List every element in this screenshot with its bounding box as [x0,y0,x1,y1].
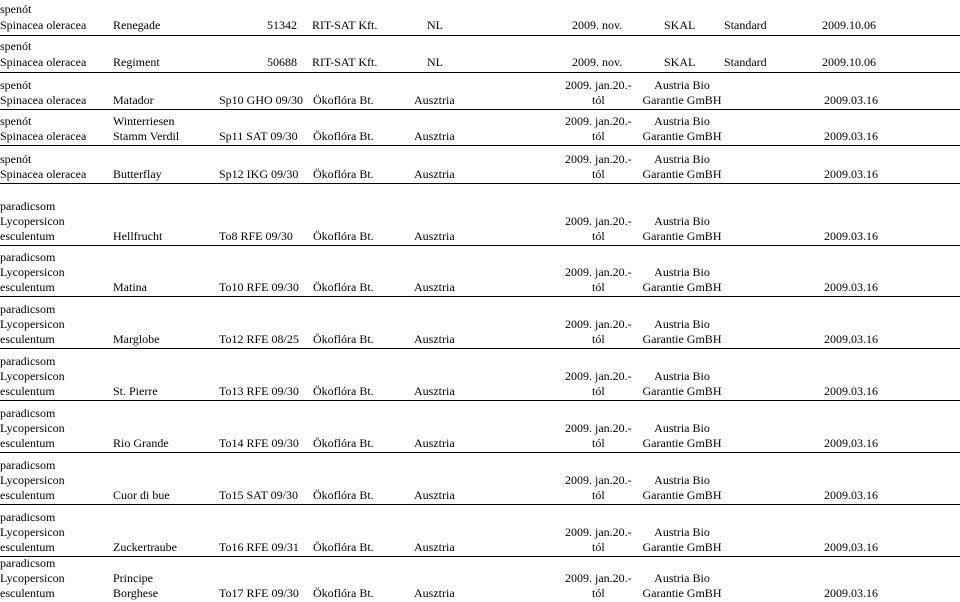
plant-latin-name: Spinacea oleracea [0,167,87,181]
variety: Marglobe [113,332,160,346]
date: tól [592,129,605,143]
date: tól [592,229,605,243]
sample-code: To13 RFE 09/30 [219,384,299,398]
variety: Matina [113,280,147,294]
variety: Principe [113,571,153,585]
plant-latin-name: Spinacea oleracea [0,129,87,143]
plant-latin-name: Spinacea oleracea [0,18,87,32]
certifier: Austria Bio [654,214,710,228]
certifier: Garantie GmBH [642,280,722,294]
variety: Borghese [113,586,159,600]
sample-code: To10 RFE 09/30 [219,280,299,294]
date: tól [592,586,605,600]
valid-date: 2009.03.16 [824,436,878,450]
plant-latin-name: esculentum [0,384,55,398]
valid-date: 2009.03.16 [824,167,878,181]
country: Ausztria [414,229,455,243]
sample-code: To15 SAT 09/30 [219,488,298,502]
certifier: Austria Bio [654,525,710,539]
row-divider [0,400,960,401]
plant-latin-name: Lycopersicon [0,421,65,435]
variety: Winterriesen [113,114,175,128]
plant-name: spenót [0,39,32,53]
date: 2009. jan.20.- [565,317,632,331]
sample-code: Sp10 GHO 09/30 [219,93,304,107]
company: Ökoflóra Bt. [313,488,374,502]
date: 2009. jan.20.- [565,265,632,279]
date: tól [592,540,605,554]
status: Standard [724,18,767,32]
valid-date: 2009.03.16 [824,280,878,294]
company: Ökoflóra Bt. [313,93,374,107]
sample-code: To16 RFE 09/31 [219,540,299,554]
certifier: Garantie GmBH [642,229,722,243]
plant-name: spenót [0,78,32,92]
certifier: Garantie GmBH [642,540,722,554]
plant-latin-name: Lycopersicon [0,265,65,279]
row-divider [0,183,960,184]
row-divider [0,556,960,557]
country: Ausztria [414,93,455,107]
plant-latin-name: Lycopersicon [0,473,65,487]
variety: Zuckertraube [113,540,177,554]
date: 2009. jan.20.- [565,473,632,487]
plant-latin-name: Lycopersicon [0,214,65,228]
country: Ausztria [414,488,455,502]
row-divider [0,145,960,146]
date: 2009. jan.20.- [565,78,632,92]
certifier: Austria Bio [654,152,710,166]
registry-number: 51342 [267,18,297,32]
plant-latin-name: esculentum [0,436,55,450]
plant-name: paradicsom [0,250,56,264]
producer: RIT-SAT Kft. [312,18,378,32]
date: 2009. jan.20.- [565,421,632,435]
date: tól [592,332,605,346]
plant-latin-name: Spinacea oleracea [0,93,87,107]
plant-latin-name: esculentum [0,586,55,600]
certifier: Austria Bio [654,571,710,585]
date: 2009. nov. [572,55,623,69]
certifier: SKAL [664,55,696,69]
variety: Regiment [113,55,160,69]
sample-code: Sp11 SAT 09/30 [219,129,298,143]
date: 2009. jan.20.- [565,525,632,539]
date: 2009. jan.20.- [565,114,632,128]
status: Standard [724,55,767,69]
valid-date: 2009.10.06 [822,55,876,69]
plant-name: paradicsom [0,510,56,524]
plant-latin-name: Lycopersicon [0,317,65,331]
date: 2009. jan.20.- [565,369,632,383]
plant-name: paradicsom [0,458,56,472]
country: Ausztria [414,167,455,181]
row-divider [0,296,960,297]
country: Ausztria [414,586,455,600]
plant-name: paradicsom [0,199,56,213]
date: tól [592,93,605,107]
date: 2009. nov. [572,18,623,32]
row-divider [0,109,960,110]
variety: St. Pierre [113,384,158,398]
certifier: Garantie GmBH [642,436,722,450]
company: Ökoflóra Bt. [313,384,374,398]
certifier: Garantie GmBH [642,129,722,143]
variety: Hellfrucht [113,229,163,243]
plant-name: paradicsom [0,302,56,316]
country: Ausztria [414,436,455,450]
row-divider [0,504,960,505]
row-divider [0,72,960,73]
certifier: SKAL [664,18,696,32]
date: tól [592,384,605,398]
company: Ökoflóra Bt. [313,167,374,181]
valid-date: 2009.03.16 [824,384,878,398]
sample-code: To14 RFE 09/30 [219,436,299,450]
country: Ausztria [414,280,455,294]
variety: Stamm Verdil [113,129,180,143]
sample-code: To8 RFE 09/30 [219,229,293,243]
variety: Butterflay [113,167,162,181]
country: Ausztria [414,129,455,143]
certifier: Austria Bio [654,421,710,435]
plant-name: paradicsom [0,354,56,368]
company: Ökoflóra Bt. [313,129,374,143]
plant-name: spenót [0,152,32,166]
producer: RIT-SAT Kft. [312,55,378,69]
valid-date: 2009.03.16 [824,129,878,143]
country: Ausztria [414,540,455,554]
plant-latin-name: esculentum [0,540,55,554]
certifier: Austria Bio [654,78,710,92]
date: 2009. jan.20.- [565,571,632,585]
certifier: Garantie GmBH [642,488,722,502]
plant-name: spenót [0,2,32,16]
company: Ökoflóra Bt. [313,332,374,346]
certifier: Garantie GmBH [642,332,722,346]
valid-date: 2009.03.16 [824,229,878,243]
date: 2009. jan.20.- [565,152,632,166]
variety: Cuor di bue [113,488,170,502]
plant-latin-name: Spinacea oleracea [0,55,87,69]
sample-code: To12 RFE 08/25 [219,332,299,346]
plant-latin-name: esculentum [0,229,55,243]
certifier: Austria Bio [654,473,710,487]
sample-code: Sp12 IKG 09/30 [219,167,299,181]
certifier: Austria Bio [654,317,710,331]
plant-name: spenót [0,114,32,128]
valid-date: 2009.03.16 [824,488,878,502]
row-divider [0,452,960,453]
certifier: Garantie GmBH [642,586,722,600]
valid-date: 2009.03.16 [824,586,878,600]
certifier: Garantie GmBH [642,384,722,398]
date: tól [592,280,605,294]
country: Ausztria [414,332,455,346]
row-divider [0,348,960,349]
variety: Matador [113,93,154,107]
plant-latin-name: Lycopersicon [0,369,65,383]
valid-date: 2009.03.16 [824,332,878,346]
registry-number: 50688 [267,55,297,69]
plant-latin-name: Lycopersicon [0,571,65,585]
plant-latin-name: esculentum [0,332,55,346]
certifier: Austria Bio [654,114,710,128]
country: Ausztria [414,384,455,398]
plant-latin-name: esculentum [0,280,55,294]
certifier: Austria Bio [654,265,710,279]
company: Ökoflóra Bt. [313,280,374,294]
row-divider [0,245,960,246]
row-divider [0,35,960,36]
company: Ökoflóra Bt. [313,436,374,450]
date: tól [592,488,605,502]
country: NL [427,18,443,32]
plant-latin-name: Lycopersicon [0,525,65,539]
plant-name: paradicsom [0,406,56,420]
valid-date: 2009.03.16 [824,93,878,107]
certifier: Garantie GmBH [642,167,722,181]
date: tól [592,167,605,181]
date: 2009. jan.20.- [565,214,632,228]
company: Ökoflóra Bt. [313,586,374,600]
plant-latin-name: esculentum [0,488,55,502]
company: Ökoflóra Bt. [313,540,374,554]
valid-date: 2009.03.16 [824,540,878,554]
plant-name: paradicsom [0,556,56,570]
variety: Rio Grande [113,436,169,450]
variety: Renegade [113,18,161,32]
valid-date: 2009.10.06 [822,18,876,32]
company: Ökoflóra Bt. [313,229,374,243]
certifier: Garantie GmBH [642,93,722,107]
date: tól [592,436,605,450]
country: NL [427,55,443,69]
certifier: Austria Bio [654,369,710,383]
sample-code: To17 RFE 09/30 [219,586,299,600]
